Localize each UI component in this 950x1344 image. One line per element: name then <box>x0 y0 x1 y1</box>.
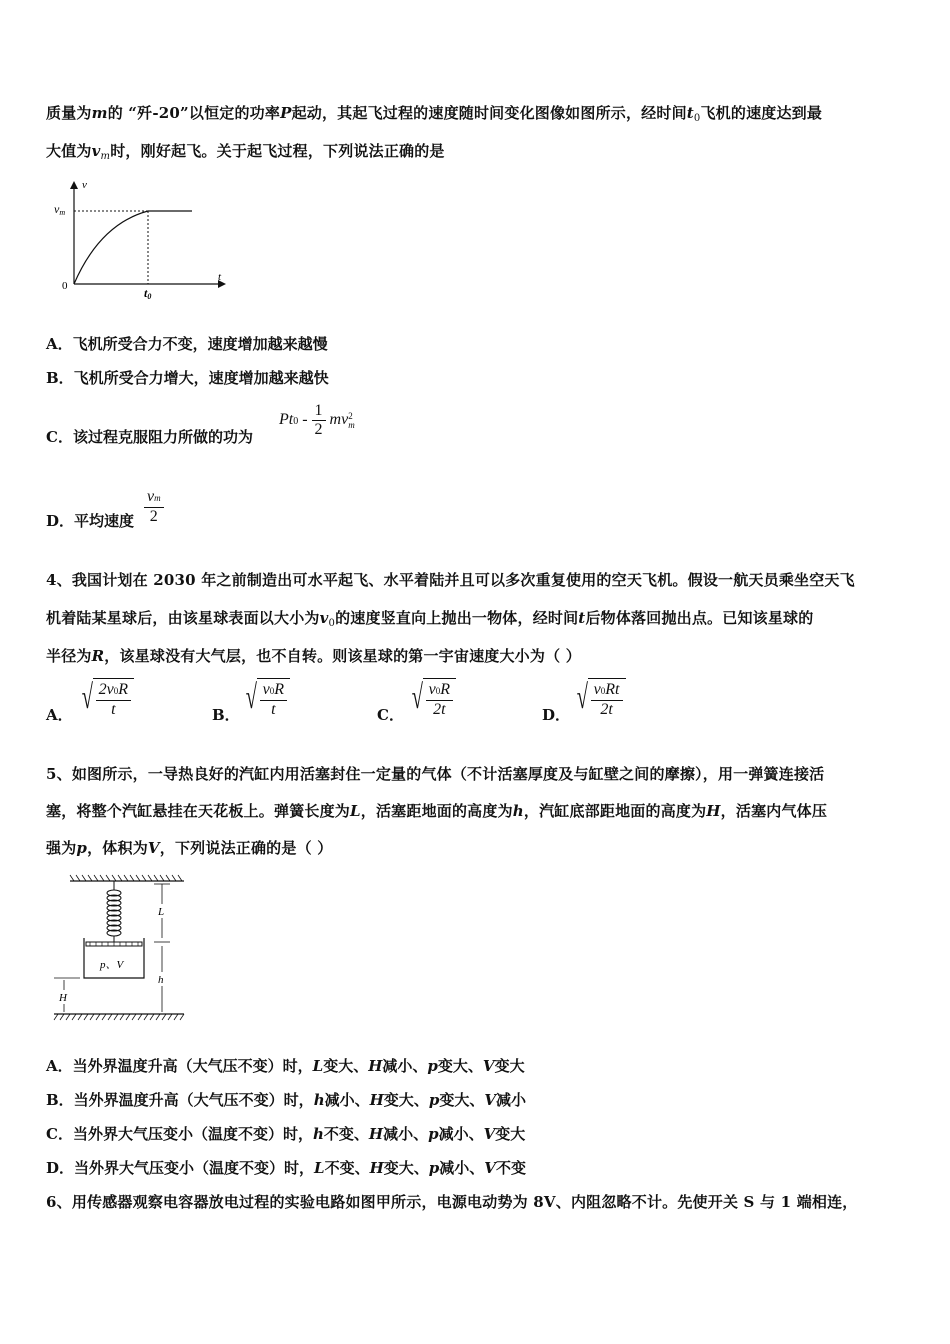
velocity-time-graph <box>50 176 230 301</box>
graph-axis-t-label: t <box>218 271 222 283</box>
q4-option-b-label: B． <box>212 706 240 724</box>
q5-stem-line3: 强为p，体积为V，下列说法正确的是（ ） <box>46 839 333 857</box>
q3-option-c: C．该过程克服阻力所做的功为 <box>46 428 253 446</box>
q5-option-c: C．当外界大气压变小（温度不变）时，h不变、H减小、p减小、V变大 <box>46 1125 526 1143</box>
q4-stem-line1: 4、我国计划在 2030 年之前制造出可水平起飞、水平着陆并且可以多次重复使用的空天飞机。假设一航天员乘坐空天飞 <box>46 571 855 589</box>
q4-option-c-formula: √ $\frac{v0R}{2t}$ <box>408 678 456 719</box>
graph-t0-label: t0 <box>144 286 152 301</box>
graph-origin-label: 0 <box>62 280 68 292</box>
figure-H-label: H <box>59 992 67 1004</box>
q4-option-b-formula: √ $\frac{v0R}{t}$ <box>242 678 290 719</box>
q4-option-d-formula: √ $\frac{v0Rt}{2t}$ <box>573 678 626 719</box>
graph-vm-label: vm <box>54 202 66 217</box>
q3-option-d: D．平均速度 <box>46 512 135 530</box>
q3-stem-line2: 大值为$v_m$时，刚好起飞。关于起飞过程，下列说法正确的是 <box>46 142 445 162</box>
q3-option-d-formula: $\frac{vm}{2}$ <box>144 488 164 526</box>
q4-option-a-label: A． <box>46 706 73 724</box>
figure-h-label: h <box>158 974 164 986</box>
q4-option-d-label: D． <box>542 706 571 724</box>
q5-stem-line2: 塞，将整个汽缸悬挂在天花板上。弹簧长度为L，活塞距地面的高度为h，汽缸底部距地面的高度为H，活塞内气体压 <box>46 802 828 820</box>
q3-option-c-formula: Pt0 - $\frac{1}{2}$ mv 2 m <box>279 402 355 438</box>
figure-L-label: L <box>158 906 165 918</box>
q5-option-b: B．当外界温度升高（大气压不变）时，h减小、H变大、p变大、V减小 <box>46 1091 526 1109</box>
q4-option-a-formula: √ $\frac{2v0R}{t}$ <box>78 678 134 719</box>
q5-option-d: D．当外界大气压变小（温度不变）时，L不变、H变大、p减小、V不变 <box>46 1159 526 1177</box>
q5-option-a: A．当外界温度升高（大气压不变）时，L变大、H减小、p变大、V变大 <box>46 1057 525 1075</box>
q4-stem-line3: 半径为R，该星球没有大气层，也不自转。则该星球的第一宇宙速度大小为（ ） <box>46 647 581 665</box>
q3-option-a: A．飞机所受合力不变，速度增加越来越慢 <box>46 335 328 353</box>
q5-stem-line1: 5、如图所示，一导热良好的汽缸内用活塞封住一定量的气体（不计活塞厚度及与缸壁之间的摩擦），用一弹簧连接活 <box>46 765 825 783</box>
q6-stem-line1: 6、用传感器观察电容器放电过程的实验电路如图甲所示，电源电动势为 8V、内阻忽略不计。先使开关 S 与 1 端相连， <box>46 1193 858 1211</box>
graph-axis-v-label: v <box>82 179 87 191</box>
q3-option-b: B．飞机所受合力增大，速度增加越来越快 <box>46 369 329 387</box>
q4-stem-line2: 机着陆某星球后，由该星球表面以大小为$v_0$的速度竖直向上抛出一物体，经时间t后物体落回抛出点。已知该星球的 <box>46 609 814 629</box>
cylinder-spring-figure <box>50 872 190 1024</box>
q4-option-c-label: C． <box>377 706 404 724</box>
figure-gas-label: p、V <box>100 959 124 971</box>
q3-stem-line1: 质量为m的 “歼-20”以恒定的功率P起动，其起飞过程的速度随时间变化图像如图所示，经时间$t_0$飞机的速度达到最 <box>46 104 823 124</box>
